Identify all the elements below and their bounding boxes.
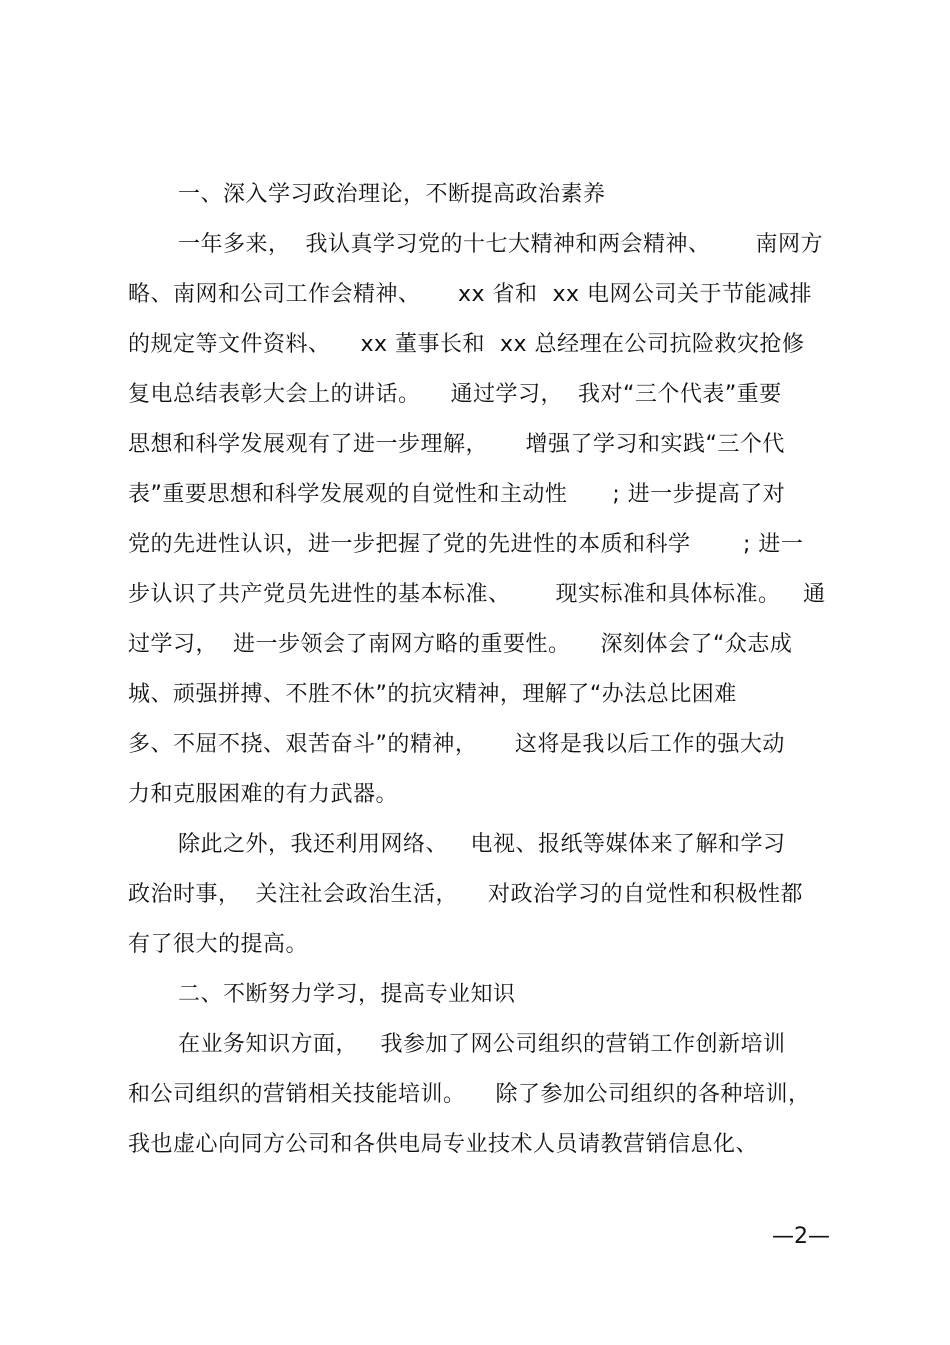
section-heading-2: 二、不断努力学习，提高专业知识 — [178, 982, 516, 1007]
paragraph-line: 步认识了共产党员先进性的基本标准、 现实标准和具体标准。 通 — [128, 582, 826, 607]
paragraph-line: 在业务知识方面， 我参加了网公司组织的营销工作创新培训 — [178, 1032, 786, 1057]
paragraph-line: 的规定等文件资料、 xx 董事长和 xx 总经理在公司抗险救灾抢修 — [128, 332, 805, 357]
paragraph-line: 复电总结表彰大会上的讲话。 通过学习， 我对“三个代表”重要 — [128, 382, 782, 407]
paragraph-line: 政治时事， 关注社会政治生活， 对政治学习的自觉性和积极性都 — [128, 882, 803, 907]
paragraph-line: 党的先进性认识，进一步把握了党的先进性的本质和科学 ; 进一 — [128, 532, 804, 557]
paragraph-line: 一年多来， 我认真学习党的十七大精神和两会精神、 南网方 — [178, 232, 823, 257]
paragraph-line: 略、南网和公司工作会精神、 xx 省和 xx 电网公司关于节能减排 — [128, 282, 813, 307]
paragraph-line: 城、顽强拼搏、不胜不休”的抗灾精神，理解了“办法总比困难 — [128, 682, 737, 707]
paragraph-line: 多、不屈不挠、艰苦奋斗”的精神， 这将是我以后工作的强大动 — [128, 732, 785, 757]
paragraph-line: 除此之外，我还利用网络、 电视、报纸等媒体来了解和学习 — [178, 832, 786, 857]
paragraph-line: 表”重要思想和科学发展观的自觉性和主动性 ; 进一步提高了对 — [128, 482, 786, 507]
paragraph-line: 我也虚心向同方公司和各供电局专业技术人员请教营销信息化、 — [128, 1132, 759, 1157]
paragraph-line: 和公司组织的营销相关技能培训。 除了参加公司组织的各种培训， — [128, 1082, 811, 1107]
paragraph-line: 力和克服困难的有力武器。 — [128, 782, 399, 807]
paragraph-line: 有了很大的提高。 — [128, 932, 309, 957]
section-heading-1: 一、深入学习政治理论，不断提高政治素养 — [178, 182, 606, 207]
paragraph-line: 过学习， 进一步领会了南网方略的重要性。 深刻体会了“众志成 — [128, 632, 793, 657]
page-number: —2— — [772, 1224, 830, 1249]
paragraph-line: 思想和科学发展观有了进一步理解， 增强了学习和实践“三个代 — [128, 432, 785, 457]
